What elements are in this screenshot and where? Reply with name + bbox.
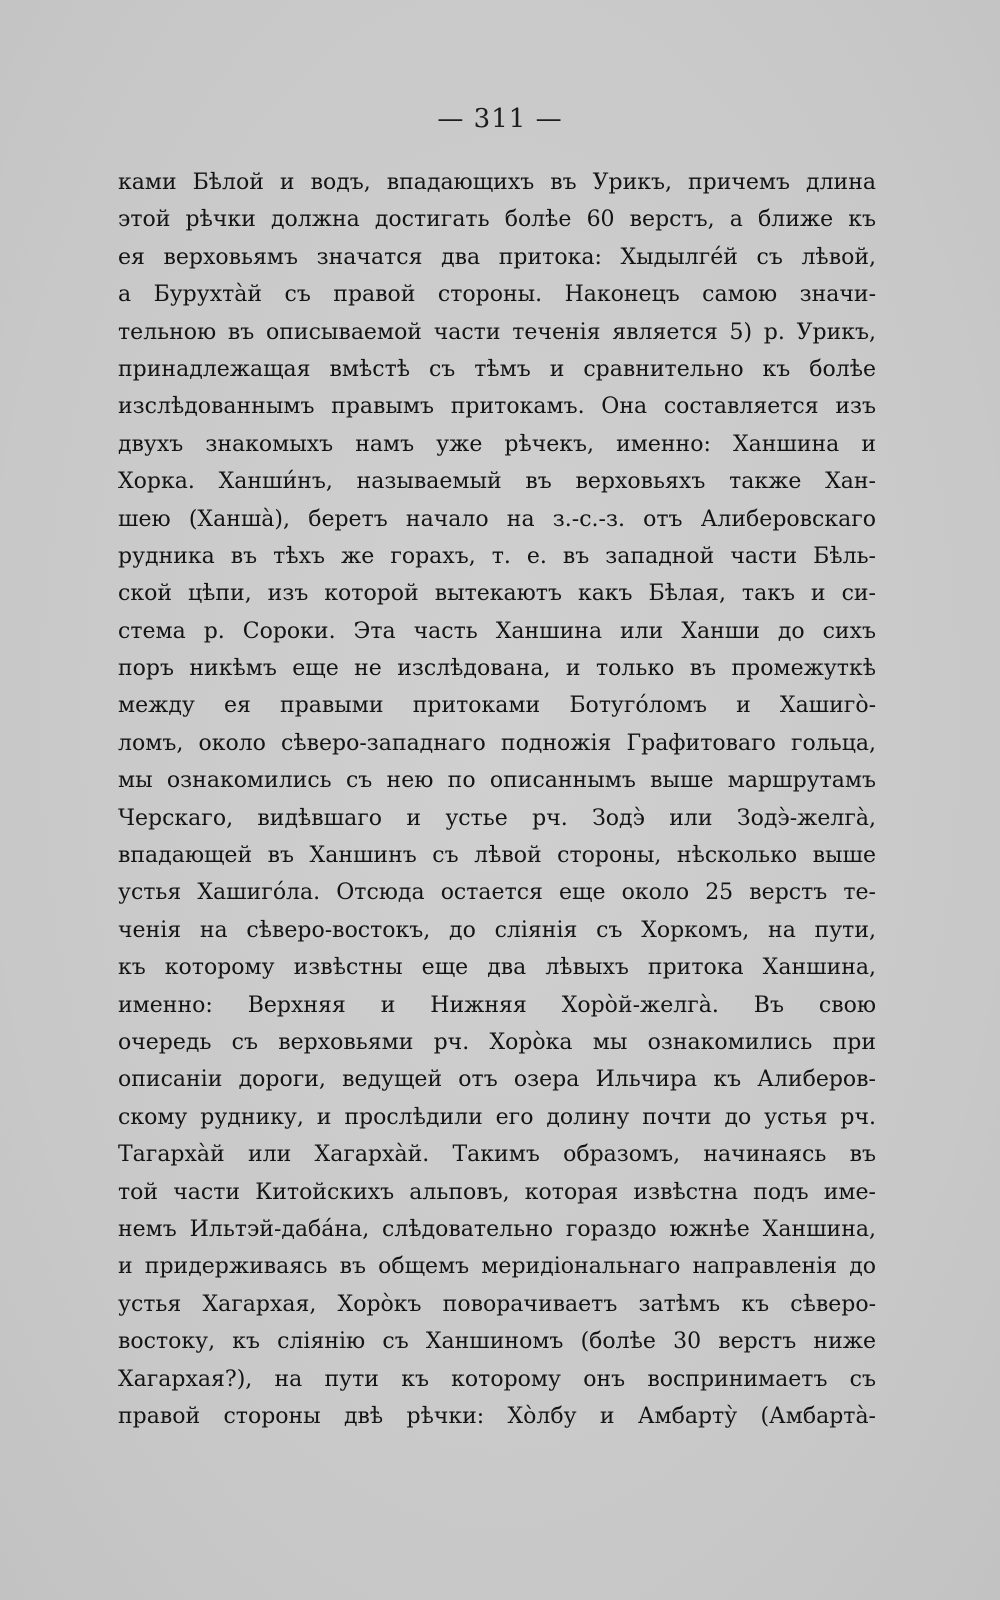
text-line: впадающей въ Ханшинъ съ лѣвой стороны, нѣсколько выше <box>118 843 876 869</box>
text-line: ея верховьямъ значатся два притока: Хыдылге́й съ лѣвой, <box>118 244 876 270</box>
text-line: востоку, къ сліянію съ Ханшиномъ (болѣе 30 верстъ ниже <box>118 1329 876 1355</box>
text-line: а Бурухта̀й съ правой стороны. Наконецъ самою значи- <box>118 282 876 308</box>
page-number: — 311 — <box>437 104 563 134</box>
text-line: ченія на сѣверо-востокъ, до сліянія съ Хоркомъ, на пути, <box>118 917 876 943</box>
text-line: двухъ знакомыхъ намъ уже рѣчекъ, именно: Ханшина и <box>118 431 876 457</box>
text-line: изслѣдованнымъ правымъ притокамъ. Она составляется изъ <box>118 394 876 420</box>
text-line: тельною въ описываемой части теченія является 5) р. Урикъ, <box>118 319 876 345</box>
text-line: очередь съ верховьями рч. Хоро̀ка мы ознакомились при <box>118 1029 876 1055</box>
text-line: принадлежащая вмѣстѣ съ тѣмъ и сравнительно къ болѣе <box>118 356 876 382</box>
text-line: ками Бѣлой и водъ, впадающихъ въ Урикъ, причемъ длина <box>118 170 876 195</box>
text-line: той части Китойскихъ альповъ, которая извѣстна подъ име- <box>118 1179 876 1205</box>
text-line: мы ознакомились съ нею по описаннымъ выше маршрутамъ <box>118 768 876 794</box>
text-line: поръ никѣмъ еще не изслѣдована, и только въ промежуткѣ <box>118 656 876 682</box>
text-line: ломъ, около сѣверо-западнаго подножія Графитоваго гольца, <box>118 730 876 756</box>
text-line: устья Хашиго́ла. Отсюда остается еще около 25 верстъ те- <box>118 880 876 906</box>
text-line: Хорка. Ханши́нъ, называемый въ верховьяхъ также Хан- <box>118 469 876 495</box>
text-line: именно: Верхняя и Нижняя Хоро̀й-желга̀. Въ свою <box>118 992 876 1018</box>
text-line: стема р. Сороки. Эта часть Ханшина или Ханши до сихъ <box>118 618 876 644</box>
text-line: шею (Ханша̀), беретъ начало на з.-с.-з. отъ Алиберовскаго <box>118 506 876 532</box>
text-line: ской цѣпи, изъ которой вытекаютъ какъ Бѣлая, такъ и си- <box>118 581 876 607</box>
text-line: между ея правыми притоками Ботуго́ломъ и Хашиго̀- <box>118 693 876 719</box>
text-line: Тагарха̀й или Хагарха̀й. Такимъ образомъ, начинаясь въ <box>118 1142 876 1168</box>
text-line: и придерживаясь въ общемъ меридіональнаго направленія до <box>118 1254 876 1280</box>
text-line: немъ Ильтэй-даба́на, слѣдовательно гораздо южнѣе Ханшина, <box>118 1216 876 1242</box>
text-line: описаніи дороги, ведущей отъ озера Ильчира къ Алиберов- <box>118 1067 876 1093</box>
text-line: правой стороны двѣ рѣчки: Хо̀лбу и Амбарту̀ (Амбарта̀- <box>118 1403 876 1429</box>
text-line: устья Хагархая, Хоро̀къ поворачиваетъ затѣмъ къ сѣверо- <box>118 1291 876 1317</box>
text-line: Черскаго, видѣвшаго и устье рч. Зодэ̀ или Зодэ̀-желга̀, <box>118 805 876 831</box>
text-line: этой рѣчки должна достигать болѣе 60 верстъ, а ближе къ <box>118 207 876 233</box>
text-line: къ которому извѣстны еще два лѣвыхъ притока Ханшина, <box>118 955 876 981</box>
text-line: скому руднику, и прослѣдили его долину почти до устья рч. <box>118 1104 876 1130</box>
body-text <box>118 164 876 1435</box>
text-line: Хагархая?), на пути къ которому онъ воспринимаетъ съ <box>118 1366 876 1392</box>
text-line: рудника въ тѣхъ же горахъ, т. е. въ западной части Бѣль- <box>118 543 876 569</box>
